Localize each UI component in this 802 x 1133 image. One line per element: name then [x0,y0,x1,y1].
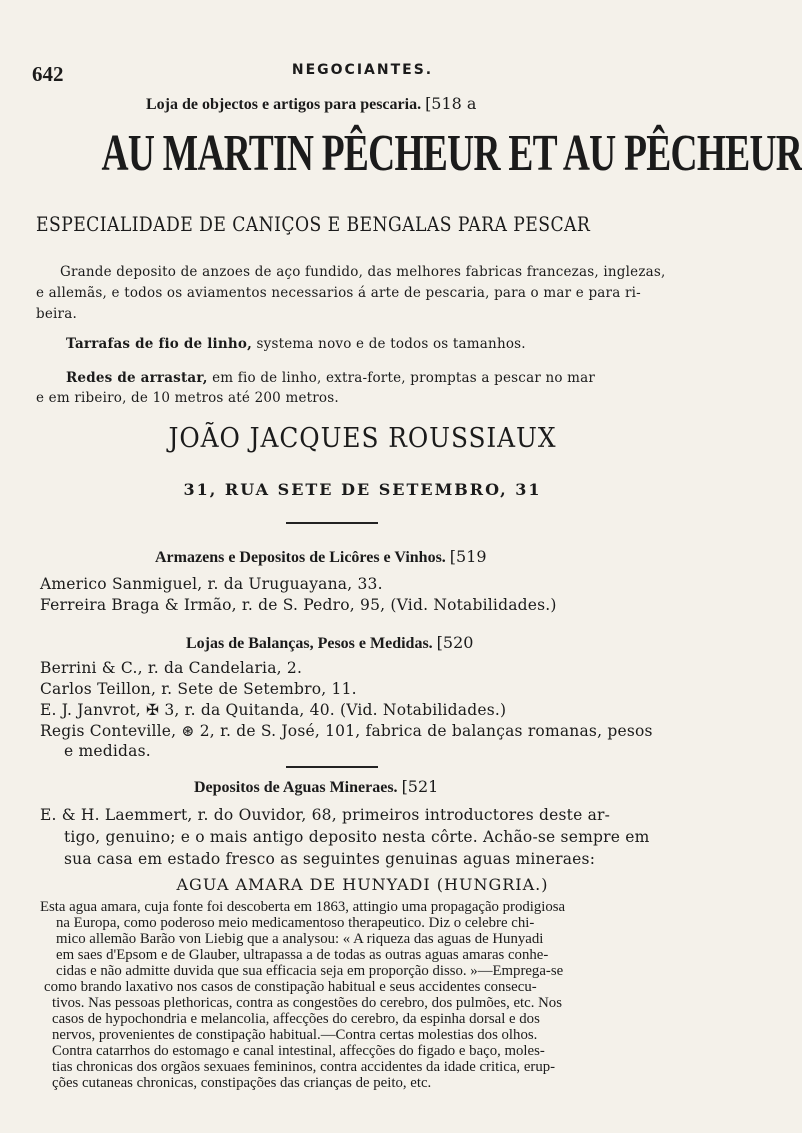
divider-rule [286,766,378,768]
shop-address: 31, RUA SETE DE SETEMBRO, 31 [183,480,542,499]
agua-text-line: tias chronicas dos orgãos sexuaes femininos, contra accidentes da idade critica, erup- [52,1059,556,1075]
fishing-paragraph-line: e allemãs, e todos os aviamentos necessarios á arte de pescaria, para o mar e para ri- [36,285,641,301]
redes-line: Redes de arrastar, em fio de linho, extra-forte, promptas a pescar no mar [66,370,596,386]
list-item: Berrini & C., r. da Candelaria, 2. [40,659,303,677]
tarrafas-line: Tarrafas de fio de linho, systema novo e de todos os tamanhos. [66,336,526,352]
agua-text-line: ções cutaneas chronicas, constipações das crianças de peito, etc. [52,1075,432,1091]
specialty-line: ESPECIALIDADE DE CANIÇOS E BENGALAS PARA PESCAR [36,212,591,236]
category-heading-fishing: Loja de objectos e artigos para pescaria. [518 a [146,94,477,113]
redes-line-2: e em ribeiro, de 10 metros até 200 metros. [36,390,339,406]
list-item: Americo Sanmiguel, r. da Uruguayana, 33. [40,575,383,593]
category-number: [519 [449,547,487,566]
list-item: E. J. Janvrot, ✠ 3, r. da Quitanda, 40. (Vid. Notabilidades.) [40,701,507,719]
page-header: NEGOCIANTES. [291,62,434,78]
category-number: [521 [401,777,439,796]
list-item: Ferreira Braga & Irmão, r. de S. Pedro, 95, (Vid. Notabilidades.) [40,596,557,614]
waters-intro-line: E. & H. Laemmert, r. do Ouvidor, 68, primeiros introductores deste ar- [40,806,611,824]
list-item: Regis Conteville, ⊛ 2, r. de S. José, 101, fabrica de balanças romanas, pesos [40,722,653,740]
list-item: Carlos Teillon, r. Sete de Setembro, 11. [40,680,357,698]
agua-text-line: em saes d'Epsom e de Glauber, ultrapassa a de todas as outras aguas amaras conhe- [56,947,549,963]
agua-text-line: mico allemão Barão von Liebig que a analysou: « A riqueza das aguas de Hunyadi [56,931,544,947]
agua-text-line: casos de hypochondria e melancolia, affecções do cerebro, da espinha dorsal e dos [52,1011,540,1027]
divider-rule [286,522,378,524]
category-heading-scales: Lojas de Balanças, Pesos e Medidas. [520 [186,633,474,652]
agua-text-line: nervos, provenientes de constipação habitual.—Contra certas molestias dos olhos. [52,1027,538,1043]
list-item: e medidas. [64,742,151,760]
agua-text-line: como brando laxativo nos casos de constipação habitual e seus accidentes consecu- [44,979,537,995]
category-number: [518 a [425,94,477,113]
waters-intro-line: sua casa em estado fresco as seguintes genuinas aguas mineraes: [64,850,596,868]
agua-text-line: na Europa, como poderoso meio medicamentoso therapeutico. Diz o celebre chi- [56,915,535,931]
agua-text-line: tivos. Nas pessoas plethoricas, contra as congestões do cerebro, dos pulmões, etc. Nos [52,995,562,1011]
category-heading-waters: Depositos de Aguas Mineraes. [521 [194,777,439,796]
fishing-paragraph-line: beira. [36,306,77,322]
category-number: [520 [436,633,474,652]
agua-amara-title: AGUA AMARA DE HUNYADI (HUNGRIA.) [176,875,549,894]
category-heading-liquor: Armazens e Depositos de Licôres e Vinhos. [519 [155,547,487,566]
agua-text-line: cidas e não admitte duvida que sua efficacia seja em proporção disso. »—Emprega-se [56,963,564,979]
owner-name: JOÃO JACQUES ROUSSIAUX [168,423,557,454]
agua-text-line: Contra catarrhos do estomago e canal intestinal, affecções do figado e baço, moles- [52,1043,545,1059]
agua-text-line: Esta agua amara, cuja fonte foi descoberta em 1863, attingio uma propagação prodigiosa [40,899,566,915]
waters-intro-line: tigo, genuino; e o mais antigo deposito nesta côrte. Achão-se sempre em [64,828,650,846]
page-number: 642 [32,62,64,86]
fishing-paragraph-line: Grande deposito de anzoes de aço fundido, das melhores fabricas francezas, inglezas, [60,264,666,280]
shop-name-title: AU MARTIN PÊCHEUR ET AU PÊCHEUR [101,125,802,182]
